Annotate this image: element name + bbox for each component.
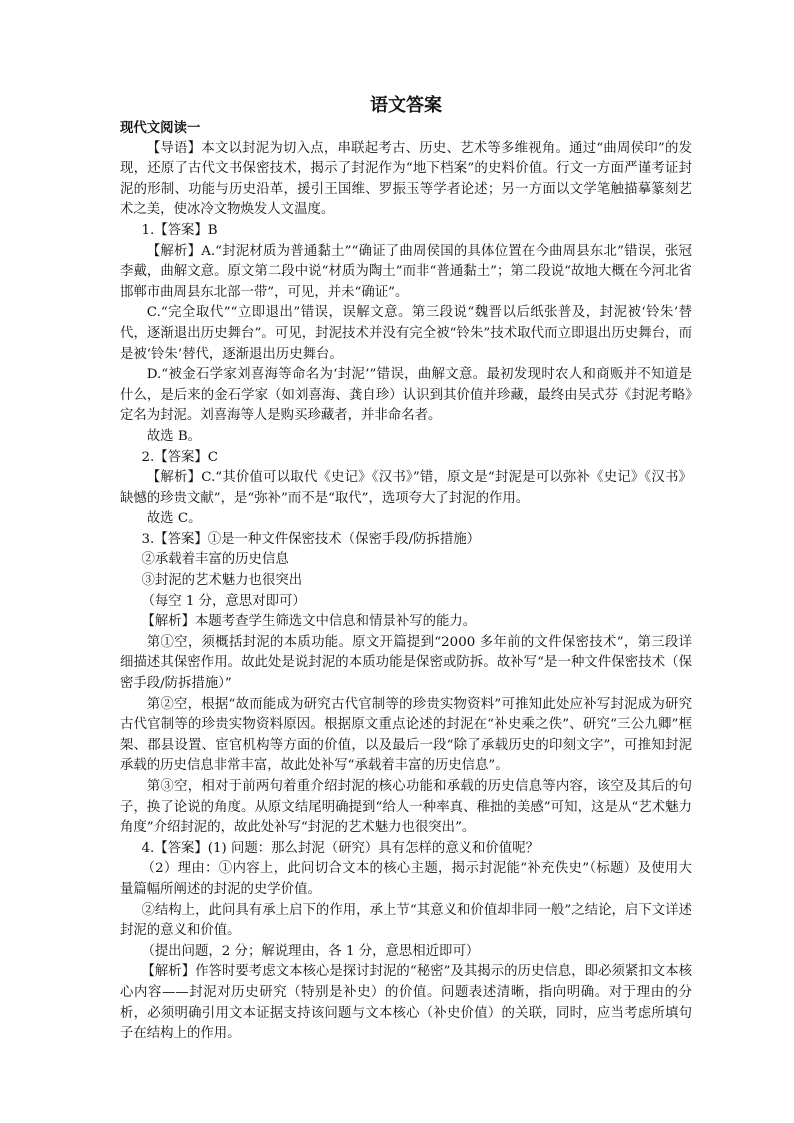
q4-answer-reason-2: ②结构上，此问具有承上启下的作用，承上节“其意义和价值却非同一般”之结论，启下文详述封泥的意义和价值。 xyxy=(120,902,692,939)
q1-analysis-a: 【解析】A.“封泥材质为普通黏土”“确证了曲周侯国的具体位置在今曲周县东北”错误，张冠李戴，曲解文意。原文第二段中说“材质为陶土”而非“普通黏土”；第二段说“故地大概在今河北省邯郸市曲周县东北部一带”，可见，并未“确证”。 xyxy=(120,243,692,300)
q3-analysis-blank-2: 第②空，根据“故而能成为研究古代官制等的珍贵实物资料”可推知此处应补写封泥成为研究古代官制等的珍贵实物资料原因。根据原文重点论述的封泥在“补史乘之佚”、研究“三公九卿”框架、郡县设置、宦官机构等方面的价值，以及最后一段“除了承载历史的印刻文字”，可推知封泥承载的历史信息非常丰富，故此处补写“承载着丰富的历史信息”。 xyxy=(120,696,692,774)
q4-answer-reason-1: （2）理由：①内容上，此问切合文本的核心主题，揭示封泥能“补充佚史”（标题）及使用大量篇幅所阐述的封泥的史学价值。 xyxy=(120,861,692,897)
page-title: 语文答案 xyxy=(370,95,442,116)
q3-answer-item-3: ③封泥的艺术魅力也很突出 xyxy=(141,573,303,589)
q2-answer: 2.【答案】C xyxy=(141,449,219,465)
q3-analysis-intro: 【解析】本题考查学生筛选文中信息和情景补写的能力。 xyxy=(141,614,477,630)
q4-answer-question: 4.【答案】(1) 问题：那么封泥（研究）具有怎样的意义和价值呢？ xyxy=(141,840,539,856)
answer-page xyxy=(120,94,692,1045)
q3-analysis-blank-1: 第①空，须概括封泥的本质功能。原文开篇提到“2000 多年前的文件保密技术”，第三段详细描述其保密作用。故此处是说封泥的本质功能是保密或防拆。故补写“是一种文件保密技术（保密手段/防拆措施）” xyxy=(120,634,692,692)
q1-analysis-d: D.“被金石学家刘喜海等命名为‘封泥’”错误，曲解文意。最初发现时农人和商贩并不知道是什么，是后来的金石学家（如刘喜海、龚自珍）认识到其价值并珍藏，最终由吴式芬《封泥考略》定名为封泥。刘喜海等人是购买珍藏者，并非命名者。 xyxy=(120,367,692,424)
q3-analysis-blank-3: 第③空，相对于前两句着重介绍封泥的核心功能和承载的历史信息等内容，该空及其后的句子，换了论说的角度。从原文结尾明确提到“给人一种率真、稚拙的美感”可知，这是从“艺术魅力角度”介绍封泥的，故此处补写“封泥的艺术魅力也很突出”。 xyxy=(120,779,692,836)
q4-scoring-note: （提出问题，2 分；解说理由，各 1 分，意思相近即可） xyxy=(141,943,480,959)
q2-conclusion: 故选 C。 xyxy=(146,511,202,527)
q3-scoring-note: （每空 1 分，意思对即可） xyxy=(141,593,306,609)
q3-answer: 3.【答案】①是一种文件保密技术（保密手段/防拆措施） xyxy=(141,531,481,547)
section-heading: 现代文阅读一 xyxy=(120,120,201,136)
q3-answer-item-2: ②承载着丰富的历史信息 xyxy=(141,552,289,568)
q4-analysis: 【解析】作答时要考虑文本核心是探讨封泥的“秘密”及其揭示的历史信息，即必须紧扣文本核心内容——封泥对历史研究（特别是补史）的价值。问题表述清晰，指向明确。对于理由的分析，必须明确引用文本证据支持该问题与文本核心（补史价值）的关联，同时，应当考虑所填句子在结构上的作用。 xyxy=(120,964,692,1042)
q1-conclusion: 故选 B。 xyxy=(146,428,202,444)
intro-paragraph: 【导语】本文以封泥为切入点，串联起考古、历史、艺术等多维视角。通过“曲周侯印”的发现，还原了古代文书保密技术，揭示了封泥作为“地下档案”的史料价值。行文一方面严谨考证封泥的形制、功能与历史沿革，援引王国维、罗振玉等学者论述；另一方面以文学笔触描摹篆刻艺术之美，使冰冷文物焕发人文温度。 xyxy=(120,140,692,218)
q1-answer: 1.【答案】B xyxy=(141,222,218,238)
q2-analysis: 【解析】C.“其价值可以取代《史记》《汉书》”错，原文是“封泥是可以弥补《史记》《汉书》缺憾的珍贵文献”，是“弥补”而不是“取代”，选项夸大了封泥的作用。 xyxy=(120,470,692,506)
q1-analysis-c: C.“完全取代”“立即退出”错误，误解文意。第三段说“魏晋以后纸张普及，封泥被‘铃朱’替代，逐渐退出历史舞台”。可见，封泥技术并没有完全被“铃朱”技术取代而立即退出历史舞台，而是被‘铃朱’替代，逐渐退出历史舞台。 xyxy=(120,305,692,362)
